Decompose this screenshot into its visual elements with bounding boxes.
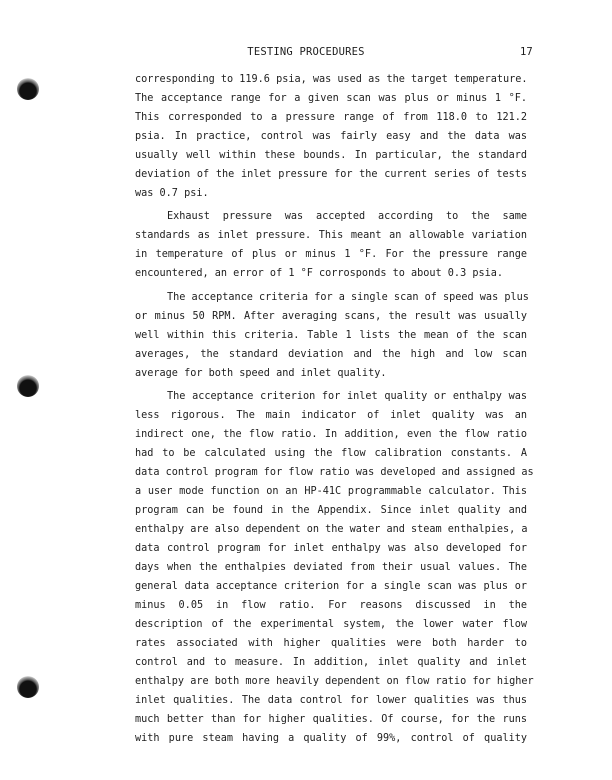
- text-line: control and to measure. In addition, inlet quality and inlet: [135, 657, 527, 668]
- text-line: much better than for higher qualities. Of course, for the runs: [135, 714, 527, 725]
- text-line: description of the experimental system, the lower water flow: [135, 619, 527, 630]
- text-line: standards as inlet pressure. This meant an allowable variation: [135, 230, 527, 241]
- text-line: indirect one, the flow ratio. In addition, even the flow ratio: [135, 429, 527, 440]
- text-line: less rigorous. The main indicator of inlet quality was an: [135, 410, 527, 421]
- text-line: psia. In practice, control was fairly easy and the data was: [135, 131, 527, 142]
- text-line: or minus 50 RPM. After averaging scans, the result was usually: [135, 311, 527, 322]
- binder-hole-middle: [17, 375, 39, 397]
- text-line: encountered, an error of 1 °F corrosponds to about 0.3 psia.: [135, 268, 504, 279]
- text-line: minus 0.05 in flow ratio. For reasons discussed in the: [135, 600, 527, 611]
- text-line: average for both speed and inlet quality.: [135, 368, 387, 379]
- text-line: a user mode function on an HP-41C programmable calculator. This: [135, 486, 527, 497]
- running-header: TESTING PROCEDURES: [247, 46, 365, 58]
- text-line: well within this criteria. Table 1 lists the mean of the scan: [135, 330, 527, 341]
- text-line: program can be found in the Appendix. Since inlet quality and: [135, 505, 527, 516]
- text-line: deviation of the inlet pressure for the current series of tests: [135, 169, 527, 180]
- text-line: The acceptance range for a given scan was plus or minus 1 °F.: [135, 93, 527, 104]
- text-line: in temperature of plus or minus 1 °F. For the pressure range: [135, 249, 527, 260]
- text-line: This corresponded to a pressure range of from 118.0 to 121.2: [135, 112, 527, 123]
- binder-hole-bottom: [17, 676, 39, 698]
- text-line: enthalpy are also dependent on the water and steam enthalpies, a: [135, 524, 528, 535]
- text-line: The acceptance criterion for inlet quality or enthalpy was: [167, 391, 527, 402]
- text-line: data control program for flow ratio was developed and assigned as: [135, 467, 534, 478]
- text-line: inlet qualities. The data control for lower qualities was thus: [135, 695, 527, 706]
- text-line: data control program for inlet enthalpy was also developed for: [135, 543, 527, 554]
- page-number: 17: [520, 46, 533, 58]
- text-line: rates associated with higher qualities were both harder to: [135, 638, 527, 649]
- text-line: with pure steam having a quality of 99%, control of quality: [135, 733, 527, 744]
- text-line: corresponding to 119.6 psia, was used as the target temperature.: [135, 74, 528, 85]
- text-line: Exhaust pressure was accepted according to the same: [167, 211, 527, 222]
- text-line: usually well within these bounds. In particular, the standard: [135, 150, 527, 161]
- binder-hole-top: [17, 78, 39, 100]
- text-line: general data acceptance criterion for a single scan was plus or: [135, 581, 527, 592]
- text-line: enthalpy are both more heavily dependent on flow ratio for higher: [135, 676, 534, 687]
- text-line: averages, the standard deviation and the high and low scan: [135, 349, 527, 360]
- text-line: The acceptance criteria for a single scan of speed was plus: [167, 292, 529, 303]
- text-line: was 0.7 psi.: [135, 188, 209, 199]
- text-line: had to be calculated using the flow calibration constants. A: [135, 448, 527, 459]
- text-line: days when the enthalpies deviated from their usual values. The: [135, 562, 527, 573]
